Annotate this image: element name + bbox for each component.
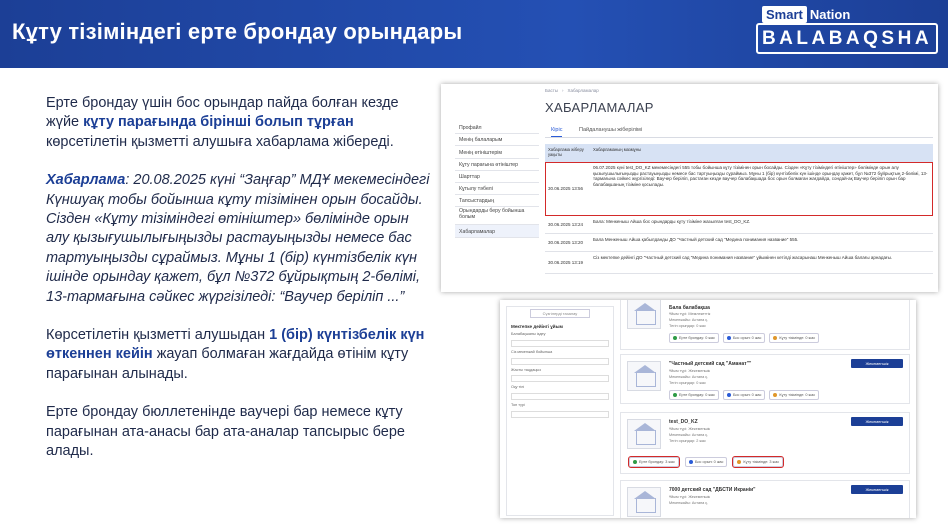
filter-label: Топ түрі xyxy=(511,403,525,408)
bold-span: 1 (бір) күнтізбелік күн өткеннен кейін xyxy=(46,327,425,363)
bold-span: кұту парағында бірінші болып тұрған xyxy=(83,114,354,131)
table-row[interactable] xyxy=(545,216,933,234)
chip-text: Бос орын: 0 жас xyxy=(732,336,762,340)
row-date: 30.06.2025 13:56 xyxy=(548,185,584,191)
tab-inbox[interactable]: Кіріс xyxy=(551,127,562,137)
kindergarten-card[interactable] xyxy=(620,480,910,518)
card-line: Ұйым түрі: Жекеменшік xyxy=(669,369,711,373)
page-title: Кұту тізіміндегі ерте брондау орындары xyxy=(12,19,463,44)
text-span: жауап болмаған жағдайда өтінім кұту парағынан алынады. xyxy=(46,346,409,382)
filter-label: Балабақшаны іздеу xyxy=(511,332,546,336)
card-line: Мекенжайы: Астана қ. xyxy=(669,318,709,322)
text-span: Ерте брондау үшін бос орындар пайда болған кезде жүйе xyxy=(46,95,399,131)
stat-chip xyxy=(769,390,819,400)
card-line: Тегін орындар: 2 жас xyxy=(669,439,706,443)
text-span: Көрсетілетін қызметті алушыдан xyxy=(46,327,270,344)
sidebar-item-queue-applications[interactable]: Кұту парағына өтініштер xyxy=(455,159,539,171)
stat-chip-highlighted xyxy=(733,457,783,467)
description-text xyxy=(46,94,432,481)
card-name: Бала балабақша xyxy=(669,305,710,311)
notification-text: : 20.08.2025 күні “Заңғар” МДҰ мекемесіндегі Күншуақ тобы бойынша кұту тізімінен орын босайды. Сізден «Кұту тізіміндегі өтініштер» бөлімінде орын алу қызығушылығыңызды растауыңызды немесе бас тартуыңызды сұраймыз. Мұны 1 (бір) күнтізбелік күн ішінде орындау қажет, бұл №372 бұйрықтың 2-бөлімі, 13-тармағына сәйкес жүргізіледі: “Ваучер беріліп ...” xyxy=(46,172,430,305)
brand-logo xyxy=(756,4,938,60)
row-date: 30.06.2025 13:24 xyxy=(548,221,584,227)
sidebar-item-contracts[interactable]: Шарттар xyxy=(455,171,539,183)
chip-text: Ерте брондау: 3 жас xyxy=(639,460,675,464)
kindergarten-building-icon xyxy=(627,419,661,449)
status-dot-icon xyxy=(727,336,731,340)
filter-label: Сіз мекенжай бойынша xyxy=(511,349,553,354)
filter-title: Мектепке дейінгі ұйым xyxy=(511,324,563,329)
tab-bar xyxy=(545,124,933,138)
status-dot-icon xyxy=(737,460,741,464)
chip-text: Бос орын: 0 жас xyxy=(694,460,724,464)
ownership-badge: Жекеменшік xyxy=(851,359,903,368)
stat-chip-highlighted xyxy=(629,457,679,467)
kindergarten-list-screenshot xyxy=(500,300,916,518)
row-text: Сіз мектепке дейінгі ДО "Частный детский сад "Медина понимания название" ұйымінен кетілді жасарынаш Менкеныш Айша балағы арнадағы. xyxy=(593,255,893,260)
paragraph-eligibility: Ерте брондау бюллетенінде ваучері бар немесе кұту парағынан ата-анасы бар ата-аналар тапсырыс бере алады. xyxy=(46,404,405,460)
status-dot-icon xyxy=(673,336,677,340)
card-line: Ұйым түрі: Жекеменшік xyxy=(669,427,711,431)
col-date: Хабарлама жіберу уақыты xyxy=(548,147,584,157)
breadcrumb-home[interactable]: Басты xyxy=(545,88,559,93)
chip-text: Ерте брондау: 0 жас xyxy=(679,393,715,397)
row-text: Бала: Менкеныш Айша бос орындарды кұту тізіміне жазылған test_DO_KZ. xyxy=(593,219,751,224)
stat-chip xyxy=(723,333,765,343)
kindergarten-building-icon xyxy=(627,300,661,329)
stat-chip xyxy=(769,333,819,343)
header-banner xyxy=(0,0,948,68)
reset-filters-button[interactable]: Сүзгілерді тазалау xyxy=(530,309,590,318)
card-stats xyxy=(629,457,783,467)
sidebar-menu xyxy=(455,122,539,238)
tab-user-sent[interactable]: Пайдаланушы жіберілімі xyxy=(579,127,643,133)
status-dot-icon xyxy=(773,336,777,340)
paragraph-timeout xyxy=(46,326,432,384)
sidebar-item-notifications[interactable]: Хабарламалар xyxy=(455,225,539,237)
sidebar-item-table[interactable]: Кұтылу тәбелі xyxy=(455,183,539,195)
ownership-badge: Жекеменшік xyxy=(851,417,903,426)
text-span: көрсетілетін қызметті алушыға хабарлама жібереді. xyxy=(46,133,394,150)
card-line: Мекенжайы: Астана қ. xyxy=(669,433,709,437)
filter-address-select[interactable] xyxy=(511,358,609,365)
row-text: 06.07.2025 күні test_DO_KZ мекемесіндегі 555 тобы бойынша кұту тізімінен орын босайды. Сізден «Кұту тізіміндегі өтініштер» бөлімінде орын алу қызығушылығыңызды растауыңызды немесе бас тартуыңызды сұраймыз. Мұны 1 (бір) күнтізбелік күн ішінде орындау қажет, бұл №372 бұйрықтың 2-бөлімі, 13-тармағына сәйкес жүргізіледі: Ваучер беріліп, растаған кезде ваучер балабақшада бос орын болмаған жағдайда, сондай-ақ Ваучер беріліп орын бар балабақшаның тізіміне қосылады. xyxy=(593,165,928,187)
notifications-title: ХАБАРЛАМАЛАР xyxy=(545,100,654,115)
kindergarten-building-icon xyxy=(627,487,661,517)
breadcrumb xyxy=(545,88,603,93)
card-stats xyxy=(669,333,819,343)
card-stats xyxy=(669,390,819,400)
kindergarten-card[interactable] xyxy=(620,300,910,350)
logo-top xyxy=(762,4,850,24)
filter-label: Жасты таңдаңыз xyxy=(511,367,541,372)
sidebar-item-places[interactable]: Орындарды беру бойынша болым xyxy=(455,207,539,225)
card-line: Мекенжайы: Астана қ. xyxy=(669,375,709,379)
logo-wordmark: BALABAQSHA xyxy=(756,23,938,54)
notification-label: Хабарлама xyxy=(46,172,126,189)
row-date: 30.06.2025 13:20 xyxy=(548,239,584,245)
card-line: Тегін орындар: 0 жас xyxy=(669,381,706,385)
status-dot-icon xyxy=(689,460,693,464)
status-dot-icon xyxy=(673,393,677,397)
stat-chip xyxy=(723,390,765,400)
status-dot-icon xyxy=(633,460,637,464)
sidebar-item-orders[interactable]: Тапсыстардың xyxy=(455,195,539,207)
kindergarten-card[interactable] xyxy=(620,354,910,404)
breadcrumb-separator: › xyxy=(562,88,564,93)
kindergarten-building-icon xyxy=(627,361,661,391)
filter-group-select[interactable] xyxy=(511,411,609,418)
card-line: Ұйым түрі: Мемлекеттік xyxy=(669,312,711,316)
stat-chip xyxy=(685,457,727,467)
col-content: Хабарламаның мазмұны xyxy=(593,147,642,152)
stat-chip xyxy=(669,333,719,343)
card-name: 7000 детский сад "ДБСТИ Икраніи" xyxy=(669,487,756,493)
sidebar-item-applications[interactable]: Менің өтініштерім xyxy=(455,146,539,158)
chip-text: Бос орын: 0 жас xyxy=(732,393,762,397)
table-row[interactable] xyxy=(545,234,933,252)
breadcrumb-current: Хабарламалар xyxy=(567,88,599,93)
table-row[interactable] xyxy=(545,252,933,274)
stat-chip xyxy=(669,390,719,400)
table-row[interactable] xyxy=(545,162,933,216)
card-line: Ұйым түрі: Жекеменшік xyxy=(669,495,711,499)
row-text: Бала Менкеныш Айша қабылданды ДО "Частный детский сад "Медина понимания название" 555. xyxy=(593,237,799,242)
chip-text: Ерте брондау: 0 жас xyxy=(679,336,715,340)
ownership-badge: Жекеменшік xyxy=(851,485,903,494)
card-name: test_DO_KZ xyxy=(669,419,698,425)
logo-smart: Smart xyxy=(762,6,807,23)
status-dot-icon xyxy=(727,393,731,397)
filter-language-select[interactable] xyxy=(511,393,609,400)
paragraph-intro xyxy=(46,94,432,152)
filter-panel xyxy=(506,306,614,516)
notifications-table xyxy=(545,144,933,274)
sidebar-item-profile[interactable]: Профайл xyxy=(455,122,539,134)
paragraph-notification xyxy=(46,171,432,307)
table-header xyxy=(545,144,933,162)
logo-nation: Nation xyxy=(809,6,851,22)
sidebar-item-children[interactable]: Менің балаларым xyxy=(455,134,539,146)
card-line: Тегін орындар: 0 жас xyxy=(669,324,706,328)
chip-text: Кұту тізімінде: 0 жас xyxy=(779,393,816,397)
notifications-screenshot xyxy=(441,84,938,292)
filter-label: Оқу тілі xyxy=(511,385,525,390)
card-name: "Частный детский сад "Аманат"" xyxy=(669,361,752,367)
status-dot-icon xyxy=(773,393,777,397)
chip-text: Кұту тізімінде: 0 жас xyxy=(779,336,816,340)
filter-search-input[interactable] xyxy=(511,340,609,347)
kindergarten-card-highlighted[interactable] xyxy=(620,412,910,474)
row-date: 30.06.2025 13:19 xyxy=(548,259,584,265)
card-line: Мекенжайы: Астана қ. xyxy=(669,501,709,505)
chip-text: Кұту тізімінде: 3 жас xyxy=(743,460,780,464)
filter-age-select[interactable] xyxy=(511,375,609,382)
